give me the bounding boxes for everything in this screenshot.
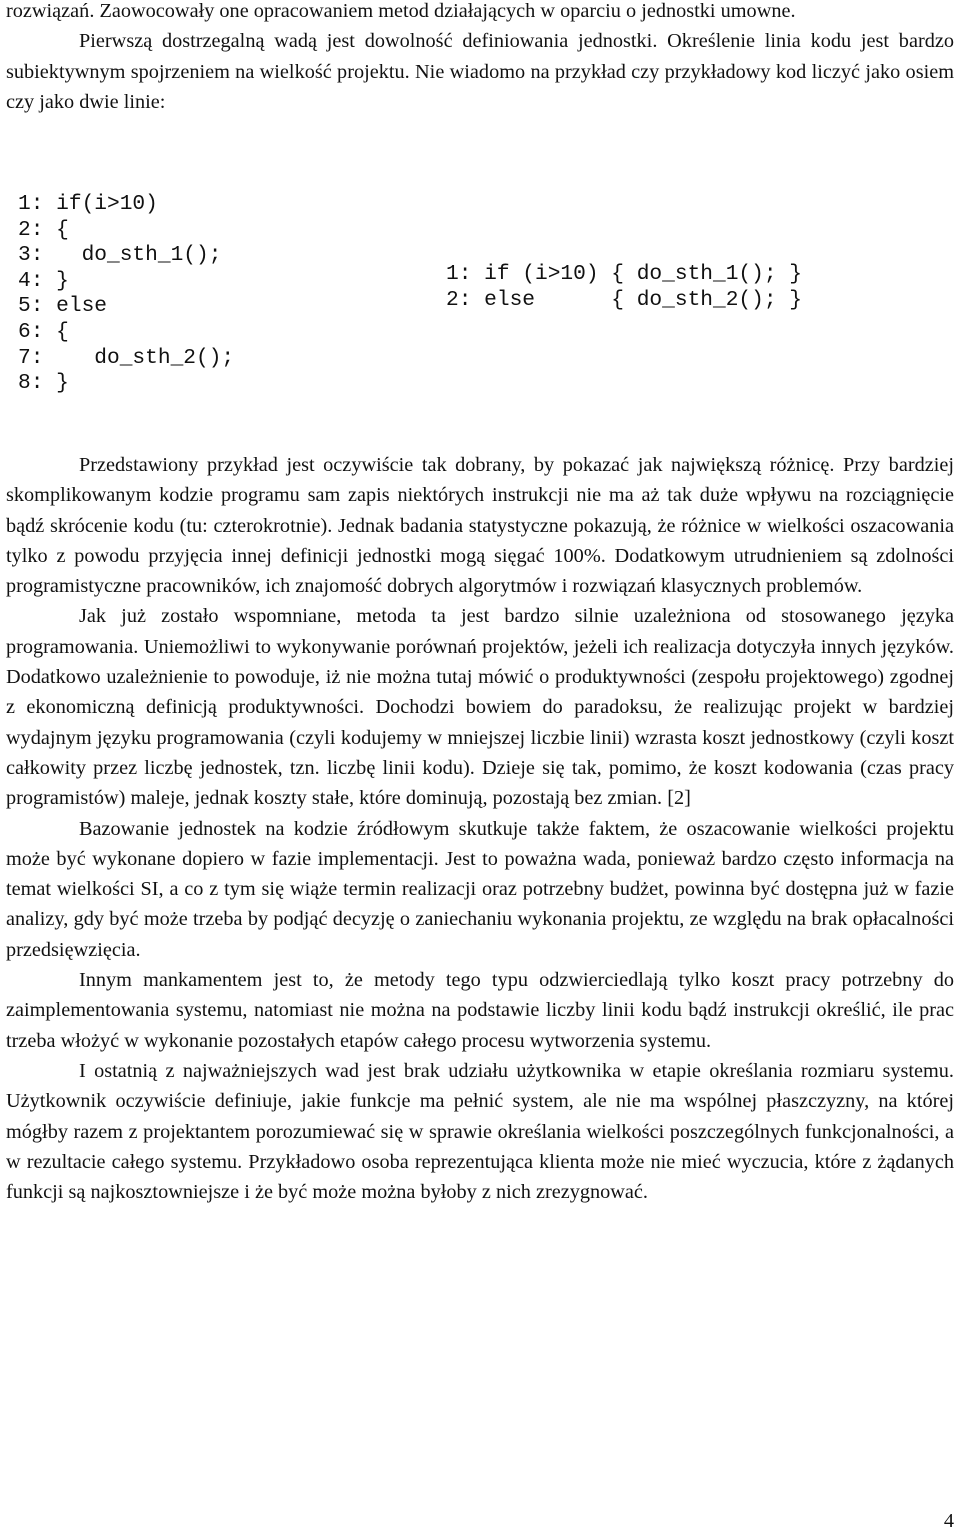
paragraph: I ostatnią z najważniejszych wad jest brak udziału użytkownika w etapie określania rozmiaru systemu. Użytkownik oczywiście definiuje, jakie funkcje ma pełnić system, ale nie ma wspólnej płaszczyzny, na której mógłby razem z projektantem porozumiewać się w sprawie określania wielkości poszczególnych funkcjonalności, a w rezultacie całego systemu. Przykładowo osoba reprezentująca klienta może nie mieć wyczucia, które z żądanych funkcji są najkosztowniejsze i że być może można byłoby z nich zrezygnować. — [6, 1059, 954, 1204]
intro-text — [6, 0, 954, 117]
paragraph: Przedstawiony przykład jest oczywiście tak dobrany, by pokazać jak największą różnicę. Przy bardziej skomplikowanym kodzie programu sam zapis niektórych instrukcji nie ma aż tak duże wpływu na rozciągnięcie bądź skrócenie kodu (tu: czterokrotnie). Jednak badania statystyczne pokazują, że różnice w wielkości oszacowania tylko z powodu przyjęcia innej definicji jednostki mogą sięgać 100%. Dodatkowym utrudnieniem są zdolności programistyczne pracowników, ich znajomość dobrych algorytmów i rozwiązań klasycznych problemów. — [6, 454, 954, 598]
code-example-two-lines — [446, 261, 802, 313]
paragraph: Jak już zostało wspomniane, metoda ta jest bardzo silnie uzależniona od stosowanego języka programowania. Uniemożliwi to wykonywanie porównań projektów, jeżeli ich realizacja dotyczyła innych języków. Dodatkowo uzależnienie to powoduje, iż nie można tutaj mówić o produktywności (zespołu projektowego) zgodnej z ekonomiczną definicją produktywności. Dochodzi bowiem do paradoksu, że realizując projekt w bardziej wydajnym języku programowania (czyli kodujemy w mniejszej liczbie linii) wzrasta koszt jednostkowy (czyli koszt całkowity przez liczbę jednostek, tzn. liczbę linii kodu). Dzieje się tak, pomimo, że koszt kodowania (czas pracy programistów) maleje, jednak koszty stałe, które dominują, pozostają bez zmian. [2] — [6, 605, 954, 810]
code-line: 1: if (i>10) { do_sth_1(); } — [446, 262, 803, 286]
code-line: 8: } — [18, 371, 69, 396]
code-line: 1: if(i>10) — [18, 192, 158, 216]
paragraph: Bazowanie jednostek na kodzie źródłowym skutkuje także faktem, że oszacowanie wielkości projektu może być wykonane dopiero w fazie implementacji. Jest to poważna wada, ponieważ bardzo często informacja na temat wielkości SI, a co z tym się wiąże termin realizacji oraz potrzebny budżet, powinna być dostępna już w fazie analizy, gdy być może trzeba by podjąć decyzję o zaniechaniu wykonania projektu, ze względu na brak opłacalności przedsięwzięcia. — [6, 817, 954, 961]
paragraph: Pierwszą dostrzegalną wadą jest dowolność definiowania jednostki. Określenie linia kodu jest bardzo subiektywnym spojrzeniem na wielkość projektu. Nie wiadomo na przykład czy przykładowy kod liczyć jako osiem czy jako dwie linie: — [6, 30, 954, 113]
body-text — [6, 450, 954, 1207]
code-line: 4: } — [18, 268, 69, 293]
code-example-eight-lines — [18, 192, 234, 397]
code-line: 2: else { do_sth_2(); } — [446, 288, 803, 312]
page-number: 4 — [943, 1510, 954, 1532]
paragraph: Innym mankamentem jest to, że metody tego typu odzwierciedlają tylko koszt pracy potrzebny do zaimplementowania systemu, natomiast nie można na podstawie liczby linii kodu bądź instrukcji określić, ile prac trzeba włożyć w wykonanie pozostałych etapów całego procesu wytworzenia systemu. — [6, 969, 954, 1052]
code-line: 2: { — [18, 217, 69, 242]
code-line: 7: do_sth_2(); — [18, 345, 235, 370]
code-line: 5: else — [18, 294, 108, 319]
code-line: 3: do_sth_1(); — [18, 243, 222, 268]
paragraph: rozwiązań. Zaowocowały one opracowaniem metod działających w oparciu o jednostki umowne. — [6, 0, 796, 22]
code-line: 6: { — [18, 319, 69, 344]
